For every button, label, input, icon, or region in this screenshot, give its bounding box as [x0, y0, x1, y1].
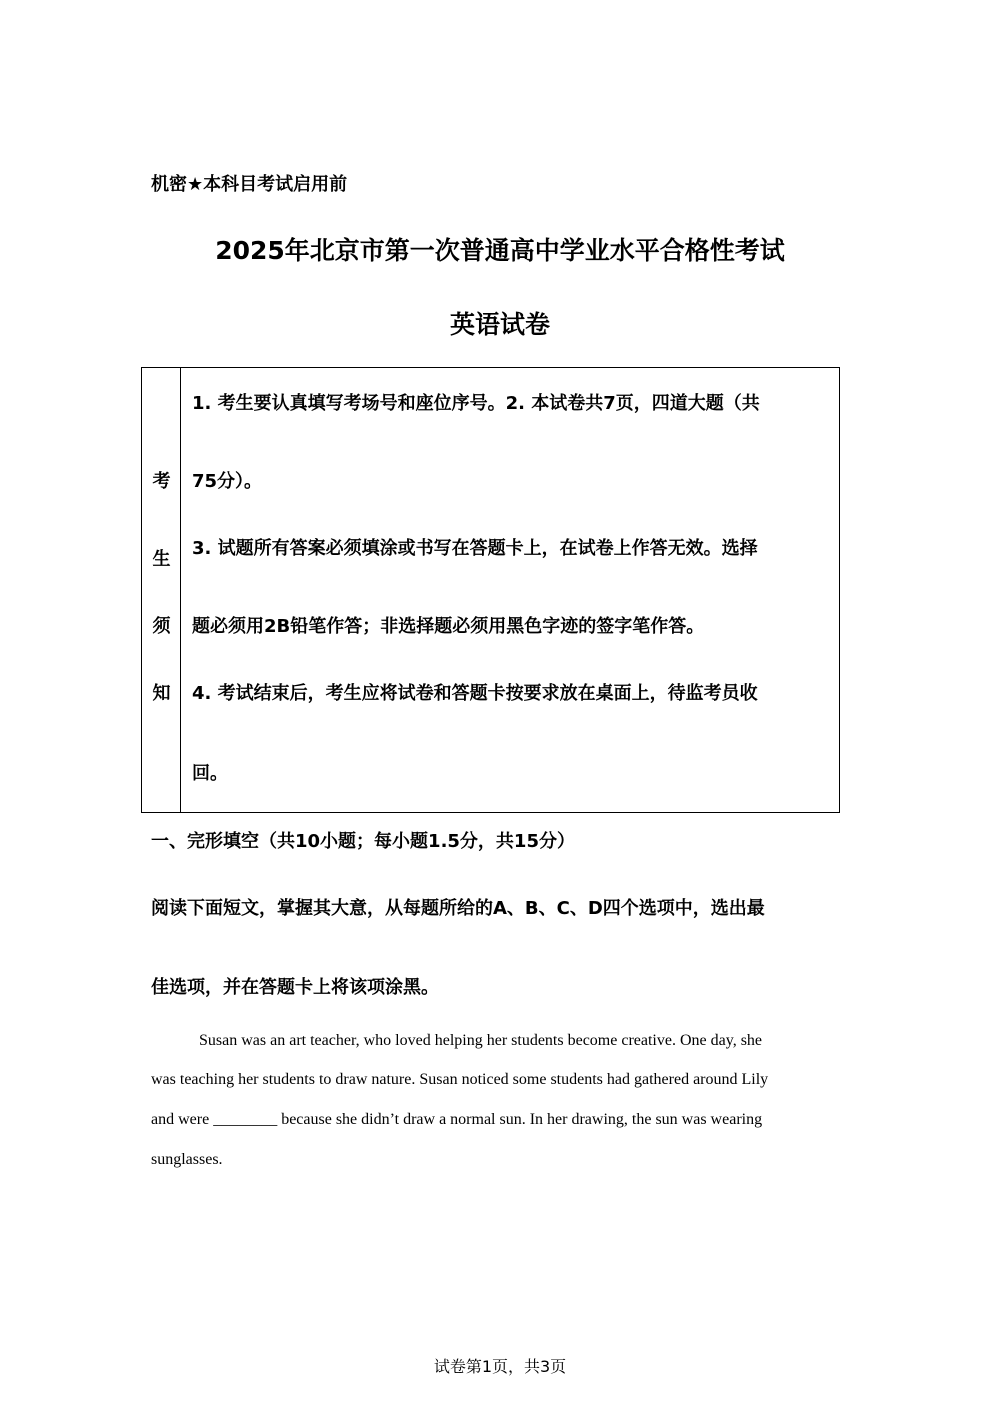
passage-line: sunglasses. — [151, 1151, 223, 1168]
notice-label-char: 须 — [152, 616, 171, 637]
candidate-notice-box — [141, 367, 840, 813]
exam-subject-title: 英语试卷 — [449, 310, 550, 339]
passage-line: and were ________ because she didn’t draw a normal sun. In her drawing, the sun was wearing — [151, 1111, 763, 1128]
notice-line: 1. 考生要认真填写考场号和座位序号。2. 本试卷共7页，四道大题（共 — [192, 393, 760, 414]
notice-line: 75分）。 — [192, 471, 263, 492]
notice-line: 4. 考试结束后，考生应将试卷和答题卡按要求放在桌面上，待监考员收 — [192, 683, 758, 704]
notice-line: 题必须用2B铅笔作答；非选择题必须用黑色字迹的签字笔作答。 — [192, 616, 705, 637]
notice-line: 回。 — [192, 763, 228, 784]
exam-title: 2025年北京市第一次普通高中学业水平合格性考试 — [215, 236, 785, 265]
notice-label-char: 考 — [152, 471, 171, 492]
passage-line: Susan was an art teacher, who loved helping her students become creative. One day, she — [199, 1032, 763, 1049]
notice-label-char: 知 — [152, 683, 171, 704]
confidential-label: 机密★本科目考试启用前 — [151, 174, 348, 195]
notice-label-char: 生 — [152, 549, 171, 570]
page-footer: 试卷第1页，共3页 — [433, 1357, 567, 1376]
section-instruction-line: 阅读下面短文，掌握其大意，从每题所给的A、B、C、D四个选项中，选出最 — [151, 898, 765, 919]
notice-line: 3. 试题所有答案必须填涂或书写在答题卡上，在试卷上作答无效。选择 — [192, 538, 758, 559]
section-instruction-line: 佳选项，并在答题卡上将该项涂黑。 — [151, 977, 439, 998]
notice-label-column — [142, 368, 181, 812]
section-heading: 一、完形填空（共10小题；每小题1.5分，共15分） — [151, 831, 575, 852]
passage-line: was teaching her students to draw nature. Susan noticed some students had gathered around Lily — [151, 1071, 769, 1088]
